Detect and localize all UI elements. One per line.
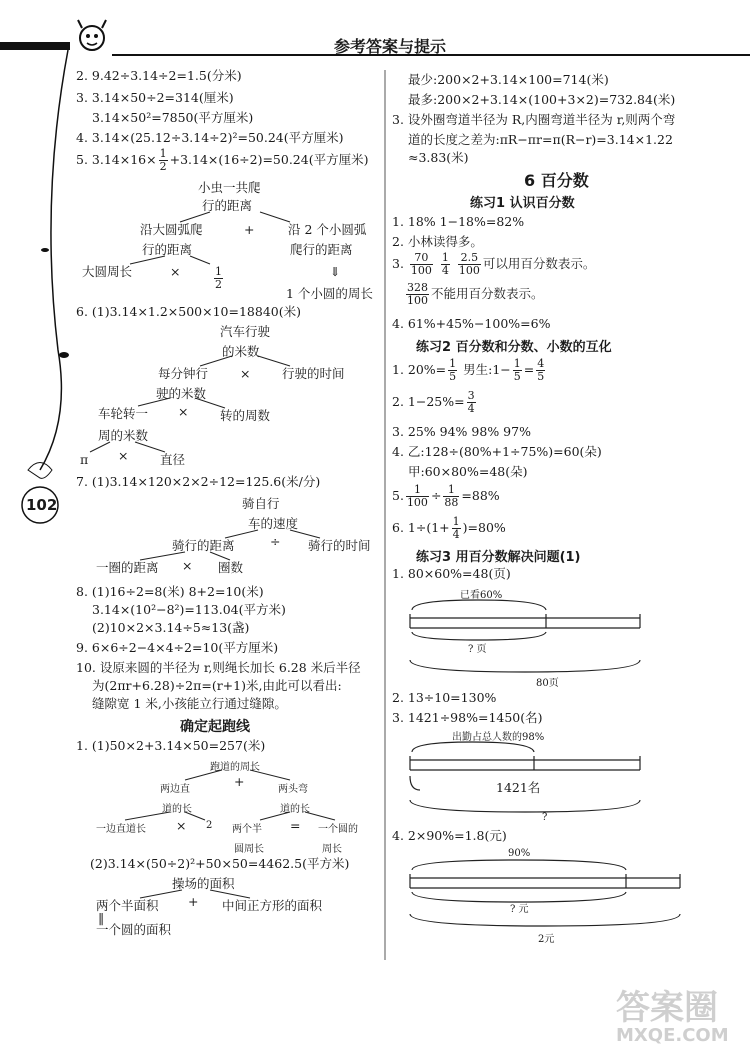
text: +3.14×(16÷2)=50.24(平方厘米) (169, 152, 369, 167)
left-line-8b: 3.14×(10²−8²)=113.04(平方米) (92, 602, 286, 617)
f2: 2. 1−25%= $\frac{3}{4}$ (392, 389, 475, 415)
right-line-1: 最少:200×2+3.14×100=714(米) (408, 72, 609, 87)
right-line-5: ≈3.83(米) (408, 150, 469, 165)
g1-q: ? 页 (468, 644, 487, 655)
tree4-e2: 圆周长 (234, 844, 264, 855)
tree2-e1: 车轮转一 (98, 406, 149, 421)
g1: 1. 80×60%=48(页) (392, 566, 511, 581)
tree4-d: 一边直道长 (96, 824, 146, 835)
tree4-e: 两个半 (232, 824, 262, 835)
e3: 3. $\frac{70}{100}$ $\frac{1}{4}$ $\frac{2.5}{100}$ 可以用百分数表示。 (392, 251, 596, 277)
tree1-eq: ⇓ (330, 264, 341, 279)
left-line-7: 7. (1)3.14×120×2×2÷12=125.6(米/分) (76, 474, 321, 489)
tree4-x1: × (176, 818, 187, 833)
left-line-10b: 为(2πr+6.28)÷2π=(r+1)米,由此可以看出: (92, 678, 342, 693)
right-line-2: 最多:200×2+3.14×(100+3×2)=732.84(米) (408, 92, 676, 107)
tree5-c: 中间正方形的面积 (222, 898, 323, 913)
exercise3-title: 练习3 用百分数解决问题(1) (416, 550, 581, 565)
f3: 3. 25% 94% 98% 97% (392, 424, 531, 439)
tree2-a: 汽车行驶 (220, 324, 271, 339)
tree1-left2: 行的距离 (142, 242, 193, 257)
f4a: 4. 乙:128÷(80%+1÷75%)=60(朵) (392, 444, 602, 459)
tree5-a: 操场的面积 (172, 876, 235, 891)
tree3-d: 骑行的时间 (308, 538, 371, 553)
f5: 5. $\frac{1}{100}$ ÷ $\frac{1}{88}$ =88% (392, 483, 500, 509)
tree2-d: 行驶的时间 (282, 366, 345, 381)
f6: 6. 1÷(1+ $\frac{1}{4}$ )=80% (392, 515, 506, 541)
left-line-8c: (2)10×2×3.14÷5≈13(盏) (92, 620, 250, 635)
tree2-x2: × (178, 404, 189, 419)
left-line-2: 3. 3.14×50÷2=314(厘米) (76, 90, 234, 105)
f4b: 甲:60×80%=48(朵) (408, 464, 528, 479)
tree1-ll: 大圆周长 (82, 264, 133, 279)
e2: 2. 小林读得多。 (392, 234, 483, 249)
e1: 1. 18% 1−18%=82% (392, 214, 525, 229)
left-line-6: 6. (1)3.14×1.2×500×10=18840(米) (76, 304, 301, 319)
tree2-e2: 周的米数 (98, 428, 149, 443)
tree2-x3: × (118, 448, 129, 463)
page-number: 102 (26, 496, 58, 514)
tree5-b: 两个半面积 (96, 898, 159, 913)
tree2-h: 直径 (160, 452, 186, 467)
g3-top: 出勤占总人数的98% (452, 732, 545, 743)
left-line-4: 4. 3.14×(25.12÷3.14÷2)²=50.24(平方厘米) (76, 130, 344, 145)
tree4-c2: 道的长 (280, 804, 310, 815)
tree4-a: 跑道的周长 (210, 762, 260, 773)
tree3-div: ÷ (270, 534, 281, 549)
left-line-s1: 1. (1)50×2+3.14×50=257(米) (76, 738, 266, 753)
tree4-b: 两边直 (160, 784, 190, 795)
tree1-rr: 1 个小圆的周长 (286, 286, 373, 301)
e3c: $\frac{328}{100}$ 不能用百分数表示。 (407, 281, 544, 307)
tree5-eq: ‖ (98, 910, 105, 925)
tree2-g: π (80, 452, 89, 467)
tree4-f2: 周长 (322, 844, 342, 855)
tree4-b2: 道的长 (162, 804, 192, 815)
left-line-s2: (2)3.14×(50÷2)²+50×50=4462.5(平方米) (90, 856, 350, 871)
tree4-eq: = (290, 818, 301, 833)
tree1-right2: 爬行的距离 (290, 242, 353, 257)
g3-q: ? (542, 812, 548, 823)
fraction: $\frac{1}{2}$ (159, 147, 167, 173)
g1-top: 已看60% (460, 590, 503, 601)
g3-mid: 1421名 (496, 780, 541, 795)
g1-tot: 80页 (536, 678, 559, 689)
tree1-x: × (170, 264, 181, 279)
g4-q: ? 元 (510, 904, 529, 915)
tree2-b: 的米数 (222, 344, 260, 359)
exercise2-title: 练习2 百分数和分数、小数的互化 (416, 340, 612, 355)
f1: 1. 20%= $\frac{1}{5}$ 男生:1− $\frac{1}{5}$ = $\frac{4}{5}$ (392, 357, 545, 383)
g4: 4. 2×90%=1.8(元) (392, 828, 507, 843)
watermark: 答案圈 MXQE.COM (616, 988, 729, 1046)
tree1-top2: 行的距离 (202, 198, 253, 213)
tree2-c2: 驶的米数 (156, 386, 207, 401)
tree1-right1: 沿 2 个小圆弧 (288, 222, 367, 237)
e4: 4. 61%+45%−100%=6% (392, 316, 551, 331)
tree3-x: × (182, 558, 193, 573)
tree4-c: 两头弯 (278, 784, 308, 795)
exercise1-title: 练习1 认识百分数 (470, 196, 575, 211)
tree4-f: 一个圆的 (318, 824, 358, 835)
g3: 3. 1421÷98%=1450(名) (392, 710, 543, 725)
right-line-3: 3. 设外圈弯道半径为 R,内圈弯道半径为 r,则两个弯 (392, 112, 676, 127)
tree3-e: 一圈的距离 (96, 560, 159, 575)
tree3-b: 车的速度 (248, 516, 299, 531)
g2: 2. 13÷10=130% (392, 690, 497, 705)
tree4-plus: + (234, 774, 245, 789)
g4-top: 90% (508, 848, 531, 859)
tree1-frac: $\frac{1}{2}$ (215, 265, 222, 291)
tree5-d: 一个圆的面积 (96, 922, 172, 937)
left-line-8a: 8. (1)16÷2=8(米) 8+2=10(米) (76, 584, 264, 599)
tree2-f: 转的周数 (220, 408, 271, 423)
g4-tot: 2元 (538, 934, 555, 945)
header-title: 参考答案与提示 (334, 37, 447, 56)
right-line-4: 道的长度之差为:πR−πr=π(R−r)=3.14×1.22 (408, 132, 673, 147)
tree3-f: 圈数 (218, 560, 244, 575)
tree3-a: 骑自行 (242, 496, 280, 511)
left-line-10c: 缝隙宽 1 米,小孩能立行通过缝隙。 (92, 696, 287, 711)
tree5-plus: + (188, 894, 199, 909)
tree2-x1: × (240, 366, 251, 381)
left-line-1: 2. 9.42÷3.14÷2=1.5(分米) (76, 68, 242, 83)
tree1-top: 小虫一共爬 (198, 180, 261, 195)
chapter-title: 6 百分数 (524, 171, 589, 190)
section-title: 确定起跑线 (180, 719, 250, 735)
tree2-c1: 每分钟行 (158, 366, 209, 381)
tree1-plus: + (244, 222, 255, 237)
tree4-two: 2 (206, 820, 213, 831)
tree3-c: 骑行的距离 (172, 538, 235, 553)
left-line-3: 3.14×50²=7850(平方厘米) (92, 110, 254, 125)
tree1-left1: 沿大圆弧爬 (140, 222, 203, 237)
text: 5. 3.14×16× (76, 152, 157, 167)
left-line-10a: 10. 设原来圆的半径为 r,则绳长加长 6.28 米后半径 (76, 660, 361, 675)
left-line-9: 9. 6×6÷2−4×4÷2=10(平方厘米) (76, 640, 279, 655)
